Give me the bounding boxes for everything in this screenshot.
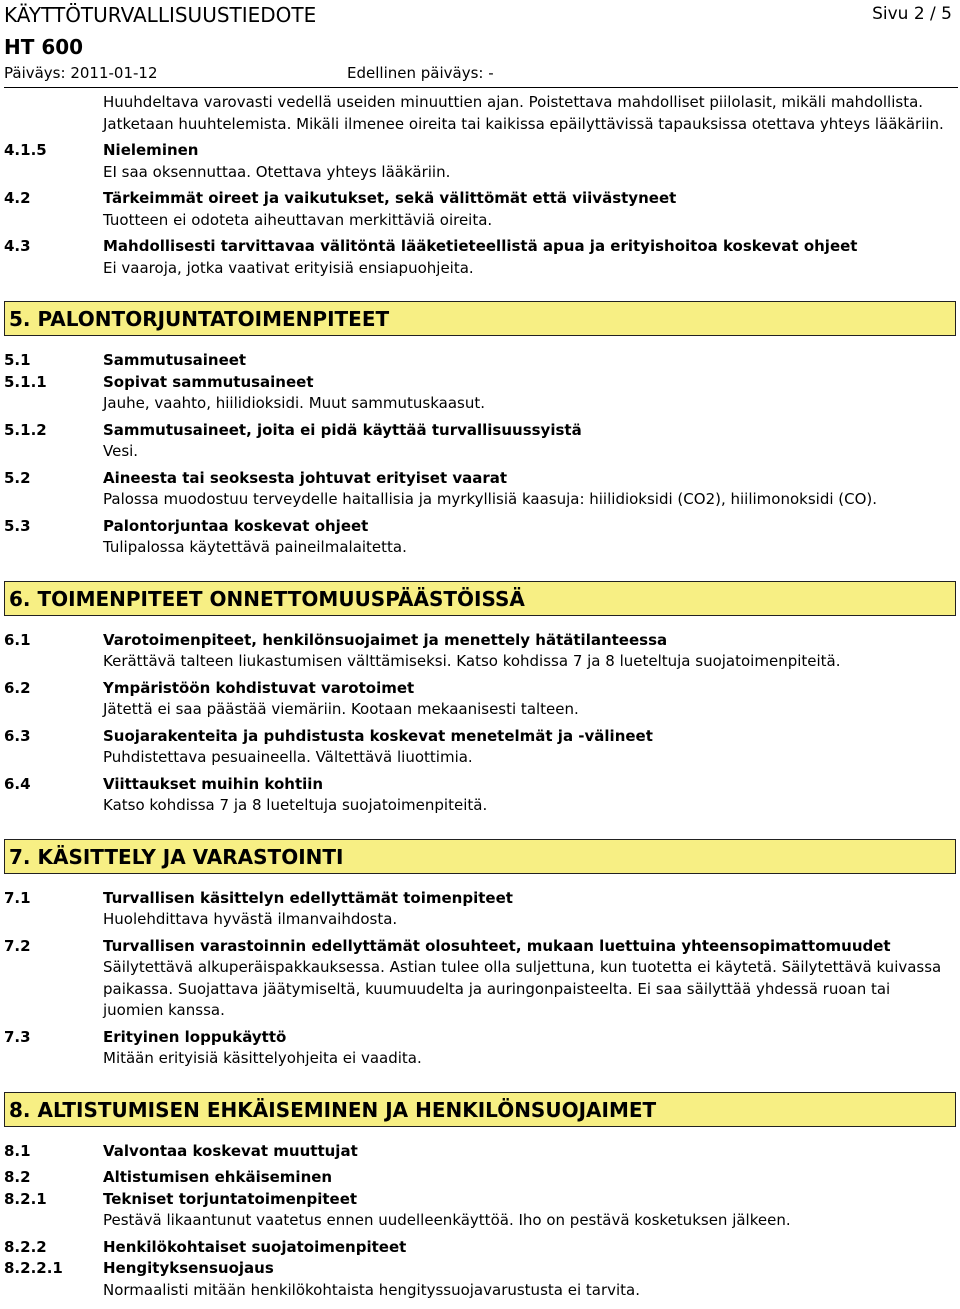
subsection-title: Palontorjuntaa koskevat ohjeet <box>103 516 369 535</box>
subsection-heading <box>4 516 956 538</box>
subsection-title: Mahdollisesti tarvittavaa välitöntä lääketieteellistä apua ja erityishoitoa koskevat ohjeet <box>103 237 858 255</box>
subsection-title: Erityinen loppukäyttö <box>103 1027 287 1046</box>
subsection-number: 7.1 <box>4 888 31 907</box>
subsection-number: 8.2.2.1 <box>4 1259 63 1277</box>
subsection-title: Viittaukset muihin kohtiin <box>103 774 324 793</box>
subsection-text: Jauhe, vaahto, hiilidioksidi. Muut sammutuskaasut. <box>103 394 486 412</box>
subsection-number: 5.2 <box>4 468 31 487</box>
subsection-heading <box>4 140 956 162</box>
subsection-heading <box>4 1141 956 1163</box>
subsection-text-line: paikassa. Suojattava jäätymiseltä, kuumuudelta ja auringonpaisteelta. Ei saa säilyttää yhdessä ruoan tai <box>103 979 891 998</box>
subsection-heading <box>4 1237 956 1259</box>
subsection-title: Turvallisen käsittelyn edellyttämät toimenpiteet <box>103 888 513 907</box>
subsection-text-line: Säilytettävä alkuperäispakkauksessa. Astian tulee olla suljettuna, kun tuotetta ei käytetä. Säilytettävä kuivassa <box>103 958 942 976</box>
subsection-number: 8.2.1 <box>4 1189 47 1208</box>
subsection-text: Huolehdittava hyvästä ilmanvaihdosta. <box>103 910 398 928</box>
subsection-number: 4.2 <box>4 189 31 207</box>
page-number: Sivu 2 / 5 <box>872 4 952 24</box>
subsection-heading <box>4 774 956 796</box>
subsection-number: 6.2 <box>4 678 31 697</box>
subsection-number: 5.1 <box>4 351 31 369</box>
subsection-title: Turvallisen varastoinnin edellyttämät olosuhteet, mukaan luettuina yhteensopimattomuudet <box>103 936 891 955</box>
subsection-heading <box>4 936 956 958</box>
product-name: HT 600 <box>4 35 84 59</box>
subsection-number: 6.1 <box>4 630 31 649</box>
subsection-heading <box>4 188 956 210</box>
subsection-heading <box>4 888 956 910</box>
subsection-text: Jätettä ei saa päästää viemäriin. Kootaan mekaanisesti talteen. <box>103 700 579 718</box>
subsection-heading <box>4 1189 956 1211</box>
subsection-text: Katso kohdissa 7 ja 8 lueteltuja suojatoimenpiteitä. <box>103 796 488 814</box>
subsection-text-line: juomien kanssa. <box>103 1001 225 1019</box>
subsection-text: EI saa oksennuttaa. Otettava yhteys lääkäriin. <box>103 162 451 181</box>
subsection-number: 7.2 <box>4 936 31 955</box>
subsection-heading <box>4 1027 956 1049</box>
header-divider <box>4 87 958 88</box>
subsection-number: 6.4 <box>4 774 31 793</box>
previous-date: Edellinen päiväys: - <box>347 64 494 82</box>
subsection-title: Hengityksensuojaus <box>103 1259 274 1277</box>
subsection-heading <box>4 350 956 372</box>
subsection-text: Palossa muodostuu terveydelle haitallisia ja myrkyllisiä kaasuja: hiilidioksidi (CO2), hiilimonoksidi (CO). <box>103 490 878 508</box>
document-body <box>4 92 956 1301</box>
subsection-heading <box>4 630 956 652</box>
subsection-text: Ei vaaroja, jotka vaativat erityisiä ensiapuohjeita. <box>103 258 474 277</box>
subsection-text: Tulipalossa käytettävä paineilmalaitetta. <box>103 538 407 556</box>
section-heading-8: 8. ALTISTUMISEN EHKÄISEMINEN JA HENKILÖNSUOJAIMET <box>4 1092 956 1127</box>
subsection-number: 8.1 <box>4 1141 31 1160</box>
subsection-text: Pestävä likaantunut vaatetus ennen uudelleenkäyttöä. Iho on pestävä kosketuksen jälkeen. <box>103 1211 791 1229</box>
subsection-title: Suojarakenteita ja puhdistusta koskevat menetelmät ja -välineet <box>103 726 653 745</box>
subsection-number: 4.1.5 <box>4 141 47 159</box>
document-title: KÄYTTÖTURVALLISUUSTIEDOTE <box>4 3 317 27</box>
subsection-text: Kerättävä talteen liukastumisen välttämiseksi. Katso kohdissa 7 ja 8 lueteltuja suojatoimenpiteitä. <box>103 652 841 670</box>
subsection-title: Altistumisen ehkäiseminen <box>103 1168 333 1186</box>
subsection-heading <box>4 372 956 394</box>
subsection-number: 7.3 <box>4 1027 31 1046</box>
subsection-heading <box>4 726 956 748</box>
section-heading-7: 7. KÄSITTELY JA VARASTOINTI <box>4 839 956 874</box>
subsection-heading <box>4 1167 956 1189</box>
subsection-title: Tekniset torjuntatoimenpiteet <box>103 1189 358 1208</box>
subsection-text: Tuotteen ei odoteta aiheuttavan merkittäviä oireita. <box>103 210 493 229</box>
subsection-title: Varotoimenpiteet, henkilönsuojaimet ja menettely hätätilanteessa <box>103 630 668 649</box>
subsection-heading <box>4 420 956 442</box>
subsection-heading <box>4 678 956 700</box>
subsection-text: Vesi. <box>103 442 139 460</box>
subsection-number: 8.2 <box>4 1168 31 1186</box>
subsection-title: Henkilökohtaiset suojatoimenpiteet <box>103 1237 407 1256</box>
section-heading-5: 5. PALONTORJUNTATOIMENPITEET <box>4 301 956 336</box>
subsection-title: Tärkeimmät oireet ja vaikutukset, sekä välittömät että viivästyneet <box>103 189 677 207</box>
subsection-heading <box>4 468 956 490</box>
issue-date: Päiväys: 2011-01-12 <box>4 64 158 82</box>
subsection-number: 8.2.2 <box>4 1237 47 1256</box>
subsection-heading <box>4 236 956 258</box>
subsection-text: Mitään erityisiä käsittelyohjeita ei vaadita. <box>103 1049 422 1067</box>
subsection-number: 6.3 <box>4 726 31 745</box>
subsection-number: 5.3 <box>4 516 31 535</box>
subsection-title: Sopivat sammutusaineet <box>103 372 314 391</box>
section-heading-6: 6. TOIMENPITEET ONNETTOMUUSPÄÄSTÖISSÄ <box>4 581 956 616</box>
subsection-title: Nieleminen <box>103 141 199 159</box>
subsection-title: Aineesta tai seoksesta johtuvat erityiset vaarat <box>103 468 508 487</box>
subsection-title: Ympäristöön kohdistuvat varotoimet <box>103 678 415 697</box>
subsection-title: Valvontaa koskevat muuttujat <box>103 1141 358 1160</box>
subsection-number: 5.1.1 <box>4 372 47 391</box>
subsection-title: Sammutusaineet <box>103 351 247 369</box>
subsection-number: 5.1.2 <box>4 420 47 439</box>
subsection-text: Puhdistettava pesuaineella. Vältettävä liuottimia. <box>103 748 473 766</box>
subsection-text: Normaalisti mitään henkilökohtaista hengityssuojavarustusta ei tarvita. <box>103 1280 641 1299</box>
first-aid-eye-text-1: Huuhdeltava varovasti vedellä useiden minuuttien ajan. Poistettava mahdolliset piilolasit, mikäli mahdollista. <box>103 93 924 111</box>
subsection-heading <box>4 1258 956 1280</box>
subsection-title: Sammutusaineet, joita ei pidä käyttää turvallisuussyistä <box>103 420 582 439</box>
subsection-number: 4.3 <box>4 237 31 255</box>
first-aid-eye-text-2: Jatketaan huuhtelemista. Mikäli ilmenee oireita tai kaikissa epäilyttävissä tapauksissa otettava yhteys lääkäriin. <box>103 114 944 133</box>
